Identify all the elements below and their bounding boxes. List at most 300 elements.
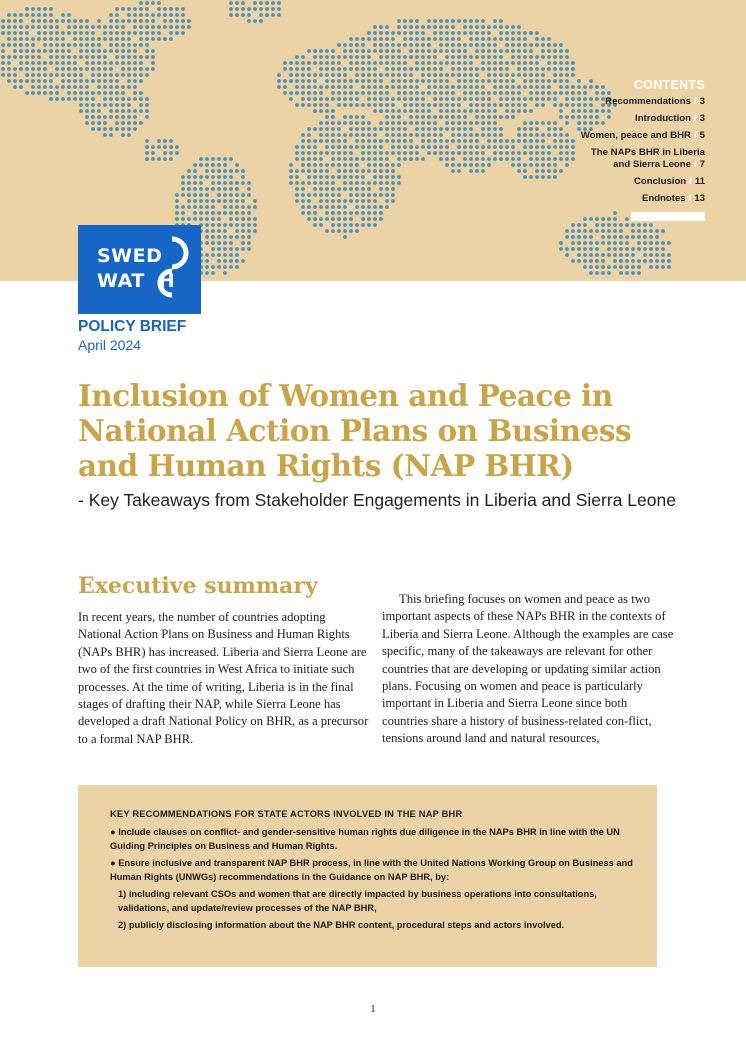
map-dot bbox=[373, 211, 377, 215]
map-dot bbox=[379, 37, 383, 41]
map-dot bbox=[319, 121, 323, 125]
map-dot bbox=[529, 139, 533, 143]
map-dot bbox=[421, 25, 425, 29]
map-dot bbox=[493, 133, 497, 137]
map-dot bbox=[511, 37, 515, 41]
map-dot bbox=[109, 61, 113, 65]
map-dot bbox=[343, 73, 347, 77]
map-dot bbox=[535, 79, 539, 83]
map-dot bbox=[493, 79, 497, 83]
map-dot bbox=[397, 61, 401, 65]
map-dot bbox=[229, 205, 233, 209]
map-dot bbox=[55, 55, 59, 59]
map-dot bbox=[337, 85, 341, 89]
map-dot bbox=[229, 217, 233, 221]
map-dot bbox=[373, 163, 377, 167]
map-dot bbox=[169, 19, 173, 23]
map-dot bbox=[511, 103, 515, 107]
map-dot bbox=[1, 43, 5, 47]
map-dot bbox=[25, 61, 29, 65]
map-dot bbox=[421, 31, 425, 35]
map-dot bbox=[625, 241, 629, 245]
map-dot bbox=[445, 151, 449, 155]
map-dot bbox=[325, 61, 329, 65]
map-dot bbox=[313, 163, 317, 167]
map-dot bbox=[91, 115, 95, 119]
map-dot bbox=[595, 271, 599, 275]
map-dot bbox=[493, 37, 497, 41]
map-dot bbox=[349, 211, 353, 215]
map-dot bbox=[517, 103, 521, 107]
map-dot bbox=[145, 73, 149, 77]
map-dot bbox=[409, 49, 413, 53]
map-dot bbox=[499, 55, 503, 59]
map-dot bbox=[49, 55, 53, 59]
map-dot bbox=[487, 145, 491, 149]
map-dot bbox=[139, 61, 143, 65]
map-dot bbox=[559, 85, 563, 89]
map-dot bbox=[97, 115, 101, 119]
toc-item-women-peace[interactable]: Women, peace and BHR / 5 bbox=[580, 130, 705, 141]
map-dot bbox=[337, 163, 341, 167]
map-dot bbox=[343, 235, 347, 239]
map-dot bbox=[61, 43, 65, 47]
map-dot bbox=[343, 151, 347, 155]
map-dot bbox=[571, 241, 575, 245]
map-dot bbox=[565, 55, 569, 59]
map-dot bbox=[295, 175, 299, 179]
map-dot bbox=[91, 73, 95, 77]
map-dot bbox=[73, 43, 77, 47]
map-dot bbox=[385, 181, 389, 185]
map-dot bbox=[337, 169, 341, 173]
map-dot bbox=[151, 1, 155, 5]
map-dot bbox=[487, 61, 491, 65]
map-dot bbox=[163, 19, 167, 23]
map-dot bbox=[229, 157, 233, 161]
toc-label: Endnotes bbox=[641, 193, 686, 204]
map-dot bbox=[61, 79, 65, 83]
map-dot bbox=[553, 145, 557, 149]
map-dot bbox=[499, 115, 503, 119]
map-dot bbox=[511, 61, 515, 65]
map-dot bbox=[373, 49, 377, 53]
map-dot bbox=[235, 187, 239, 191]
map-dot bbox=[49, 31, 53, 35]
map-dot bbox=[541, 133, 545, 137]
map-dot bbox=[169, 13, 173, 17]
map-dot bbox=[409, 43, 413, 47]
map-dot bbox=[397, 115, 401, 119]
map-dot bbox=[133, 127, 137, 131]
map-dot bbox=[217, 187, 221, 191]
map-dot bbox=[223, 211, 227, 215]
map-dot bbox=[661, 259, 665, 263]
map-dot bbox=[391, 121, 395, 125]
map-dot bbox=[499, 139, 503, 143]
map-dot bbox=[481, 103, 485, 107]
map-dot bbox=[475, 139, 479, 143]
map-dot bbox=[301, 73, 305, 77]
map-dot bbox=[355, 55, 359, 59]
map-dot bbox=[19, 49, 23, 53]
map-dot bbox=[433, 61, 437, 65]
map-dot bbox=[325, 181, 329, 185]
map-dot bbox=[541, 157, 545, 161]
map-dot bbox=[325, 55, 329, 59]
map-dot bbox=[187, 175, 191, 179]
map-dot bbox=[37, 79, 41, 83]
map-dot bbox=[367, 79, 371, 83]
map-dot bbox=[619, 253, 623, 257]
toc-item-endnotes[interactable]: Endnotes / 13 bbox=[641, 193, 705, 204]
map-dot bbox=[73, 67, 77, 71]
map-dot bbox=[13, 13, 17, 17]
map-dot bbox=[391, 61, 395, 65]
map-dot bbox=[223, 169, 227, 173]
map-dot bbox=[451, 109, 455, 113]
map-dot bbox=[109, 109, 113, 113]
map-dot bbox=[307, 205, 311, 209]
map-dot bbox=[583, 235, 587, 239]
map-dot bbox=[103, 73, 107, 77]
map-dot bbox=[349, 37, 353, 41]
map-dot bbox=[667, 241, 671, 245]
map-dot bbox=[121, 19, 125, 23]
map-dot bbox=[121, 67, 125, 71]
map-dot bbox=[493, 85, 497, 89]
map-dot bbox=[421, 61, 425, 65]
map-dot bbox=[505, 139, 509, 143]
map-dot bbox=[547, 91, 551, 95]
map-dot bbox=[475, 103, 479, 107]
map-dot bbox=[49, 91, 53, 95]
map-dot bbox=[307, 79, 311, 83]
map-dot bbox=[61, 73, 65, 77]
map-dot bbox=[661, 265, 665, 269]
map-dot bbox=[421, 37, 425, 41]
map-dot bbox=[229, 13, 233, 17]
map-dot bbox=[415, 25, 419, 29]
map-dot bbox=[493, 43, 497, 47]
map-dot bbox=[361, 169, 365, 173]
map-dot bbox=[241, 235, 245, 239]
map-dot bbox=[313, 193, 317, 197]
map-dot bbox=[403, 145, 407, 149]
map-dot bbox=[631, 253, 635, 257]
map-dot bbox=[409, 73, 413, 77]
map-dot bbox=[505, 97, 509, 101]
map-dot bbox=[127, 109, 131, 113]
map-dot bbox=[571, 115, 575, 119]
map-dot bbox=[301, 97, 305, 101]
toc-item-naps[interactable]: The NAPs BHR in Liberia and Sierra Leone / 7 bbox=[590, 147, 705, 170]
map-dot bbox=[229, 235, 233, 239]
map-dot bbox=[469, 67, 473, 71]
map-dot bbox=[379, 163, 383, 167]
map-dot bbox=[211, 265, 215, 269]
map-dot bbox=[631, 229, 635, 233]
map-dot bbox=[463, 157, 467, 161]
map-dot bbox=[667, 265, 671, 269]
map-dot bbox=[553, 97, 557, 101]
map-dot bbox=[295, 199, 299, 203]
map-dot bbox=[493, 151, 497, 155]
map-dot bbox=[439, 19, 443, 23]
map-dot bbox=[391, 85, 395, 89]
map-dot bbox=[109, 97, 113, 101]
map-dot bbox=[565, 145, 569, 149]
map-dot bbox=[415, 127, 419, 131]
map-dot bbox=[145, 13, 149, 17]
map-dot bbox=[307, 151, 311, 155]
map-dot bbox=[343, 187, 347, 191]
logo-line-2: WAT H bbox=[97, 270, 176, 292]
map-dot bbox=[457, 115, 461, 119]
map-dot bbox=[133, 91, 137, 95]
map-dot bbox=[247, 7, 251, 11]
map-dot bbox=[547, 157, 551, 161]
map-dot bbox=[559, 169, 563, 173]
map-dot bbox=[205, 205, 209, 209]
map-dot bbox=[391, 169, 395, 173]
map-dot bbox=[241, 223, 245, 227]
map-dot bbox=[325, 151, 329, 155]
map-dot bbox=[475, 25, 479, 29]
map-dot bbox=[319, 187, 323, 191]
map-dot bbox=[487, 31, 491, 35]
map-dot bbox=[367, 67, 371, 71]
map-dot bbox=[367, 223, 371, 227]
map-dot bbox=[337, 67, 341, 71]
map-dot bbox=[403, 79, 407, 83]
toc-label: Recommendations bbox=[605, 96, 691, 107]
map-dot bbox=[457, 37, 461, 41]
map-dot bbox=[25, 13, 29, 17]
map-dot bbox=[475, 151, 479, 155]
map-dot bbox=[217, 223, 221, 227]
map-dot bbox=[193, 211, 197, 215]
map-dot bbox=[139, 1, 143, 5]
map-dot bbox=[463, 163, 467, 167]
map-dot bbox=[601, 259, 605, 263]
map-dot bbox=[409, 103, 413, 107]
map-dot bbox=[499, 73, 503, 77]
map-dot bbox=[493, 115, 497, 119]
map-dot bbox=[427, 85, 431, 89]
map-dot bbox=[49, 73, 53, 77]
map-dot bbox=[535, 169, 539, 173]
map-dot bbox=[115, 55, 119, 59]
map-dot bbox=[391, 163, 395, 167]
map-dot bbox=[457, 73, 461, 77]
toc-item-conclusion[interactable]: Conclusion / 11 bbox=[633, 176, 705, 187]
map-dot bbox=[241, 229, 245, 233]
map-dot bbox=[319, 97, 323, 101]
map-dot bbox=[637, 265, 641, 269]
map-dot bbox=[145, 55, 149, 59]
map-dot bbox=[439, 157, 443, 161]
map-dot bbox=[229, 1, 233, 5]
map-dot bbox=[373, 73, 377, 77]
map-dot bbox=[625, 271, 629, 275]
map-dot bbox=[379, 97, 383, 101]
map-dot bbox=[469, 79, 473, 83]
map-dot bbox=[283, 67, 287, 71]
map-dot bbox=[37, 67, 41, 71]
map-dot bbox=[565, 79, 569, 83]
map-dot bbox=[547, 55, 551, 59]
map-dot bbox=[37, 13, 41, 17]
map-dot bbox=[331, 151, 335, 155]
map-dot bbox=[139, 103, 143, 107]
map-dot bbox=[97, 109, 101, 113]
map-dot bbox=[559, 151, 563, 155]
map-dot bbox=[103, 67, 107, 71]
map-dot bbox=[343, 199, 347, 203]
map-dot bbox=[385, 121, 389, 125]
map-dot bbox=[427, 151, 431, 155]
map-dot bbox=[205, 265, 209, 269]
map-dot bbox=[211, 247, 215, 251]
map-dot bbox=[31, 43, 35, 47]
map-dot bbox=[325, 229, 329, 233]
toc-item-recommendations[interactable]: Recommendations / 3 bbox=[605, 96, 705, 107]
map-dot bbox=[367, 139, 371, 143]
map-dot bbox=[403, 55, 407, 59]
map-dot bbox=[481, 37, 485, 41]
map-dot bbox=[31, 67, 35, 71]
map-dot bbox=[469, 121, 473, 125]
map-dot bbox=[421, 139, 425, 143]
map-dot bbox=[31, 49, 35, 53]
map-dot bbox=[529, 79, 533, 83]
map-dot bbox=[313, 61, 317, 65]
map-dot bbox=[547, 169, 551, 173]
map-dot bbox=[433, 25, 437, 29]
map-dot bbox=[517, 127, 521, 131]
map-dot bbox=[13, 31, 17, 35]
map-dot bbox=[127, 49, 131, 53]
map-dot bbox=[103, 115, 107, 119]
map-dot bbox=[505, 79, 509, 83]
map-dot bbox=[493, 73, 497, 77]
map-dot bbox=[565, 229, 569, 233]
map-dot bbox=[277, 13, 281, 17]
toc-label: Women, peace and BHR bbox=[580, 130, 691, 141]
map-dot bbox=[367, 151, 371, 155]
map-dot bbox=[559, 133, 563, 137]
map-dot bbox=[391, 127, 395, 131]
map-dot bbox=[397, 79, 401, 83]
map-dot bbox=[481, 97, 485, 101]
map-dot bbox=[589, 235, 593, 239]
map-dot bbox=[439, 79, 443, 83]
map-dot bbox=[463, 55, 467, 59]
map-dot bbox=[343, 91, 347, 95]
map-dot bbox=[319, 217, 323, 221]
map-dot bbox=[463, 151, 467, 155]
map-dot bbox=[67, 61, 71, 65]
map-dot bbox=[361, 127, 365, 131]
map-dot bbox=[571, 85, 575, 89]
map-dot bbox=[487, 91, 491, 95]
map-dot bbox=[379, 25, 383, 29]
map-dot bbox=[301, 145, 305, 149]
map-dot bbox=[163, 13, 167, 17]
map-dot bbox=[199, 193, 203, 197]
map-dot bbox=[301, 211, 305, 215]
map-dot bbox=[325, 163, 329, 167]
map-dot bbox=[463, 25, 467, 29]
map-dot bbox=[145, 103, 149, 107]
map-dot bbox=[307, 163, 311, 167]
map-dot bbox=[487, 43, 491, 47]
map-dot bbox=[115, 13, 119, 17]
map-dot bbox=[151, 25, 155, 29]
map-dot bbox=[19, 43, 23, 47]
map-dot bbox=[445, 127, 449, 131]
map-dot bbox=[205, 199, 209, 203]
toc-item-introduction[interactable]: Introduction / 3 bbox=[635, 113, 705, 124]
map-dot bbox=[55, 25, 59, 29]
toc-label: The NAPs BHR in Liberia bbox=[590, 147, 705, 158]
map-dot bbox=[49, 85, 53, 89]
map-dot bbox=[463, 145, 467, 149]
map-dot bbox=[85, 43, 89, 47]
map-dot bbox=[631, 271, 635, 275]
map-dot bbox=[127, 31, 131, 35]
map-dot bbox=[67, 13, 71, 17]
map-dot bbox=[409, 55, 413, 59]
map-dot bbox=[463, 109, 467, 113]
key-box-heading: KEY RECOMMENDATIONS FOR STATE ACTORS INVOLVED IN THE NAP BHR bbox=[110, 809, 463, 819]
map-dot bbox=[427, 61, 431, 65]
map-dot bbox=[475, 169, 479, 173]
map-dot bbox=[31, 13, 35, 17]
map-dot bbox=[415, 37, 419, 41]
map-dot bbox=[445, 61, 449, 65]
map-dot bbox=[487, 109, 491, 113]
map-dot bbox=[133, 121, 137, 125]
map-dot bbox=[331, 115, 335, 119]
map-dot bbox=[403, 103, 407, 107]
map-dot bbox=[463, 19, 467, 23]
map-dot bbox=[403, 157, 407, 161]
map-dot bbox=[415, 91, 419, 95]
map-dot bbox=[79, 19, 83, 23]
map-dot bbox=[61, 19, 65, 23]
map-dot bbox=[37, 37, 41, 41]
map-dot bbox=[601, 265, 605, 269]
map-dot bbox=[79, 91, 83, 95]
map-dot bbox=[67, 85, 71, 89]
map-dot bbox=[61, 61, 65, 65]
map-dot bbox=[169, 145, 173, 149]
map-dot bbox=[127, 127, 131, 131]
map-dot bbox=[289, 67, 293, 71]
map-dot bbox=[73, 97, 77, 101]
map-dot bbox=[259, 13, 263, 17]
map-dot bbox=[355, 187, 359, 191]
map-dot bbox=[487, 103, 491, 107]
map-dot bbox=[211, 211, 215, 215]
map-dot bbox=[139, 79, 143, 83]
map-dot bbox=[403, 91, 407, 95]
map-dot bbox=[487, 97, 491, 101]
map-dot bbox=[529, 97, 533, 101]
map-dot bbox=[67, 97, 71, 101]
